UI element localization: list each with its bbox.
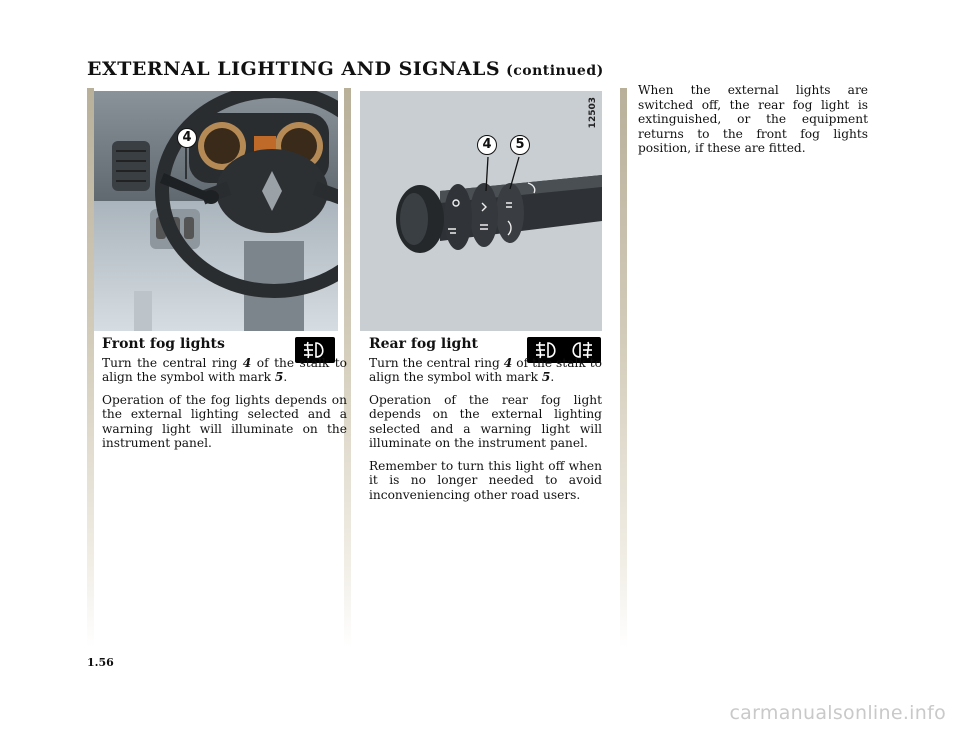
front-fog-heading: Front fog lights xyxy=(102,336,225,352)
front-fog-paragraph-2: Operation of the fog lights depends on the external lighting selected and a warning light will illuminate on the instrument panel. xyxy=(102,392,347,450)
page-title-text: EXTERNAL LIGHTING AND SIGNALS xyxy=(87,58,501,80)
figure-code: 12503 xyxy=(588,97,598,129)
stalk-illustration xyxy=(360,91,602,331)
front-fog-section xyxy=(102,337,347,459)
ring-ref: 4 xyxy=(503,355,513,370)
page-number: 1.56 xyxy=(87,656,114,669)
page-title-continued: (continued) xyxy=(506,63,604,79)
rear-fog-paragraph-2: Operation of the rear fog light depends on the external lighting selected and a warning light will illuminate on the instrument panel. xyxy=(369,392,602,450)
text: of the stalk to align the symbol with mark xyxy=(369,355,602,384)
rear-fog-paragraph-1 xyxy=(369,356,602,385)
callout-5: 5 xyxy=(510,135,530,155)
mark-ref: 5 xyxy=(541,370,551,384)
mark-ref: 5 xyxy=(274,370,284,384)
column-rule-right xyxy=(620,88,627,648)
rear-fog-note: When the external lights are switched off, the rear fog light is extinguished, or the equipment returns to the front fog lights position, if these are fitted. xyxy=(638,83,868,155)
text: of the stalk to align the symbol with mark xyxy=(102,355,347,384)
text: . xyxy=(550,370,555,384)
dashboard-illustration xyxy=(94,91,338,331)
rear-fog-heading: Rear fog light xyxy=(369,336,478,352)
ring-ref: 4 xyxy=(242,355,252,370)
text: . xyxy=(283,370,288,384)
front-fog-paragraph-1 xyxy=(102,356,347,385)
callout-4: 4 xyxy=(177,128,197,148)
page-title xyxy=(87,58,604,80)
text: Turn the central ring xyxy=(369,355,504,370)
column-rule-left xyxy=(87,88,94,648)
watermark: carmanualsonline.info xyxy=(729,702,946,724)
text: Turn the central ring xyxy=(102,355,243,370)
rear-fog-section xyxy=(369,337,602,510)
callout-4: 4 xyxy=(477,135,497,155)
rear-fog-paragraph-3: Remember to turn this light off when it is no longer needed to avoid inconveniencing other road users. xyxy=(369,458,602,502)
